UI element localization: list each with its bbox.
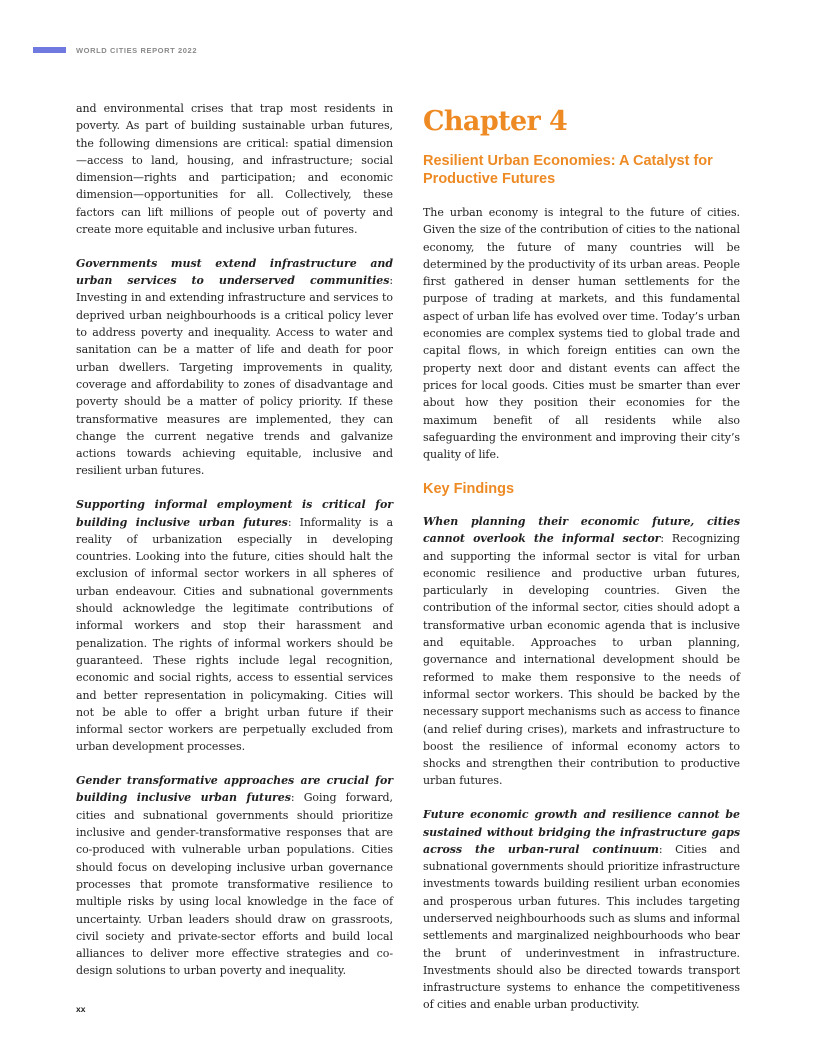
report-title: WORLD CITIES REPORT 2022 xyxy=(76,45,198,55)
finding-informal-sector xyxy=(423,513,740,790)
chapter-intro: The urban economy is integral to the future of cities. Given the size of the contribution of cities to the national economy, the future of many countries will be determined by the productivity of its urban areas. People first gathered in denser human settlements for the purpose of trading at markets, and this fundamental aspect of urban life has evolved over time. Today’s urban economies are complex systems tied to global trade and capital flows, in which foreign entities can own the property next door and distant events can affect the prices for local goods. Cities must be smarter than ever about how they position their economies for the maximum benefit of all residents while also safeguarding the environment and improving their city’s quality of life. xyxy=(423,206,740,462)
running-header xyxy=(33,44,197,56)
chapter-title: Chapter 4 xyxy=(423,106,568,137)
paragraph-text: : Going forward, cities and subnational governments should prioritize inclusive and gender-transformative responses that are co-produced with vulnerable urban populations. Cities should focus on developing inclusive urban governance processes that promote transformative resilience to multiple risks by using local knowledge in the face of uncertainty. Urban leaders should draw on grassroots, civil society and private-sector efforts and build local alliances to deliver more effective strategies and co-design solutions to urban poverty and inequality. xyxy=(76,791,393,978)
paragraph-gender xyxy=(76,772,393,980)
finding-infrastructure-gaps xyxy=(423,806,740,1014)
paragraph-lead: Gender transformative approaches are crucial for building inclusive urban futures xyxy=(76,774,393,805)
paragraph-text: : Informality is a reality of urbanization especially in developing countries. Looking into the future, cities should halt the exclusion of informal sector workers in all spheres of urban endeavour. Cities and subnational governments should acknowledge the legitimate contributions of informal workers and stop their harassment and penalization. The rights of informal workers should be guaranteed. These rights include legal recognition, economic and social rights, access to essential services and better representation in policymaking. Cities will not be able to offer a bright urban future if their informal sector workers are perpetually excluded from urban development processes. xyxy=(76,515,393,754)
paragraph-lead: Governments must extend infrastructure and urban services to underserved communities xyxy=(76,256,393,288)
paragraph-intro-continued: and environmental crises that trap most residents in poverty. As part of building sustainable urban futures, the following dimensions are critical: spatial dimension—access to land, housing, and infrastructure; social dimension—rights and participation; and economic dimension—opportunities for all. Collectively, these factors can lift millions of people out of poverty and create more equitable and inclusive urban futures. xyxy=(76,102,393,237)
paragraph-text: : Investing in and extending infrastructure and services to deprived urban neighbourhoods is a critical policy lever to address poverty and inequality. Access to water and sanitation can be a matter of life and death for poor urban dwellers. Targeting improvements in quality, coverage and affordability to zones of disadvantage and poverty should be a matter of policy priority. If these transformative measures are implemented, they can change the current negative trends and galvanize actions towards achieving equitable, inclusive and resilient urban futures. xyxy=(76,274,393,478)
left-column xyxy=(76,100,393,996)
page-number: xx xyxy=(76,1004,86,1014)
paragraph-lead: Future economic growth and resilience cannot be sustained without bridging the infrastructure gaps across the urban-rural continuum xyxy=(423,808,740,856)
paragraph-text: : Cities and subnational governments should prioritize infrastructure investments towards building resilient urban economies and prosperous urban futures. This includes targeting underserved neighbourhoods such as slums and informal settlements and marginalized neighbourhoods who bear the brunt of underinvestment in infrastructure. Investments should also be directed towards transport infrastructure systems to enhance the competitiveness of cities and enable urban productivity. xyxy=(423,842,740,1012)
paragraph-lead: When planning their economic future, cities cannot overlook the informal sector xyxy=(423,514,740,546)
key-findings-heading: Key Findings xyxy=(423,480,515,497)
chapter-subtitle: Resilient Urban Economies: A Catalyst for Productive Futures xyxy=(423,153,713,187)
paragraph-lead: Supporting informal employment is critical for building inclusive urban futures xyxy=(76,498,393,529)
paragraph-infrastructure xyxy=(76,255,393,480)
header-accent-bar xyxy=(33,47,66,53)
paragraph-text: : Recognizing and supporting the informal sector is vital for urban economic resilience and productive urban futures, particularly in developing countries. Given the contribution of the informal sector, cities should adopt a transformative urban economic agenda that is inclusive and equitable. Approaches to urban planning, governance and international development should be reformed to make them responsive to the needs of informal sector workers. This should be backed by the necessary support mechanisms such as access to finance (and relief during crises), markets and infrastructure to boost the resilience of informal economy actors to shocks and strengthen their contribution to productive urban futures. xyxy=(423,532,740,788)
right-column xyxy=(423,106,740,1030)
paragraph-informal-employment xyxy=(76,496,393,755)
